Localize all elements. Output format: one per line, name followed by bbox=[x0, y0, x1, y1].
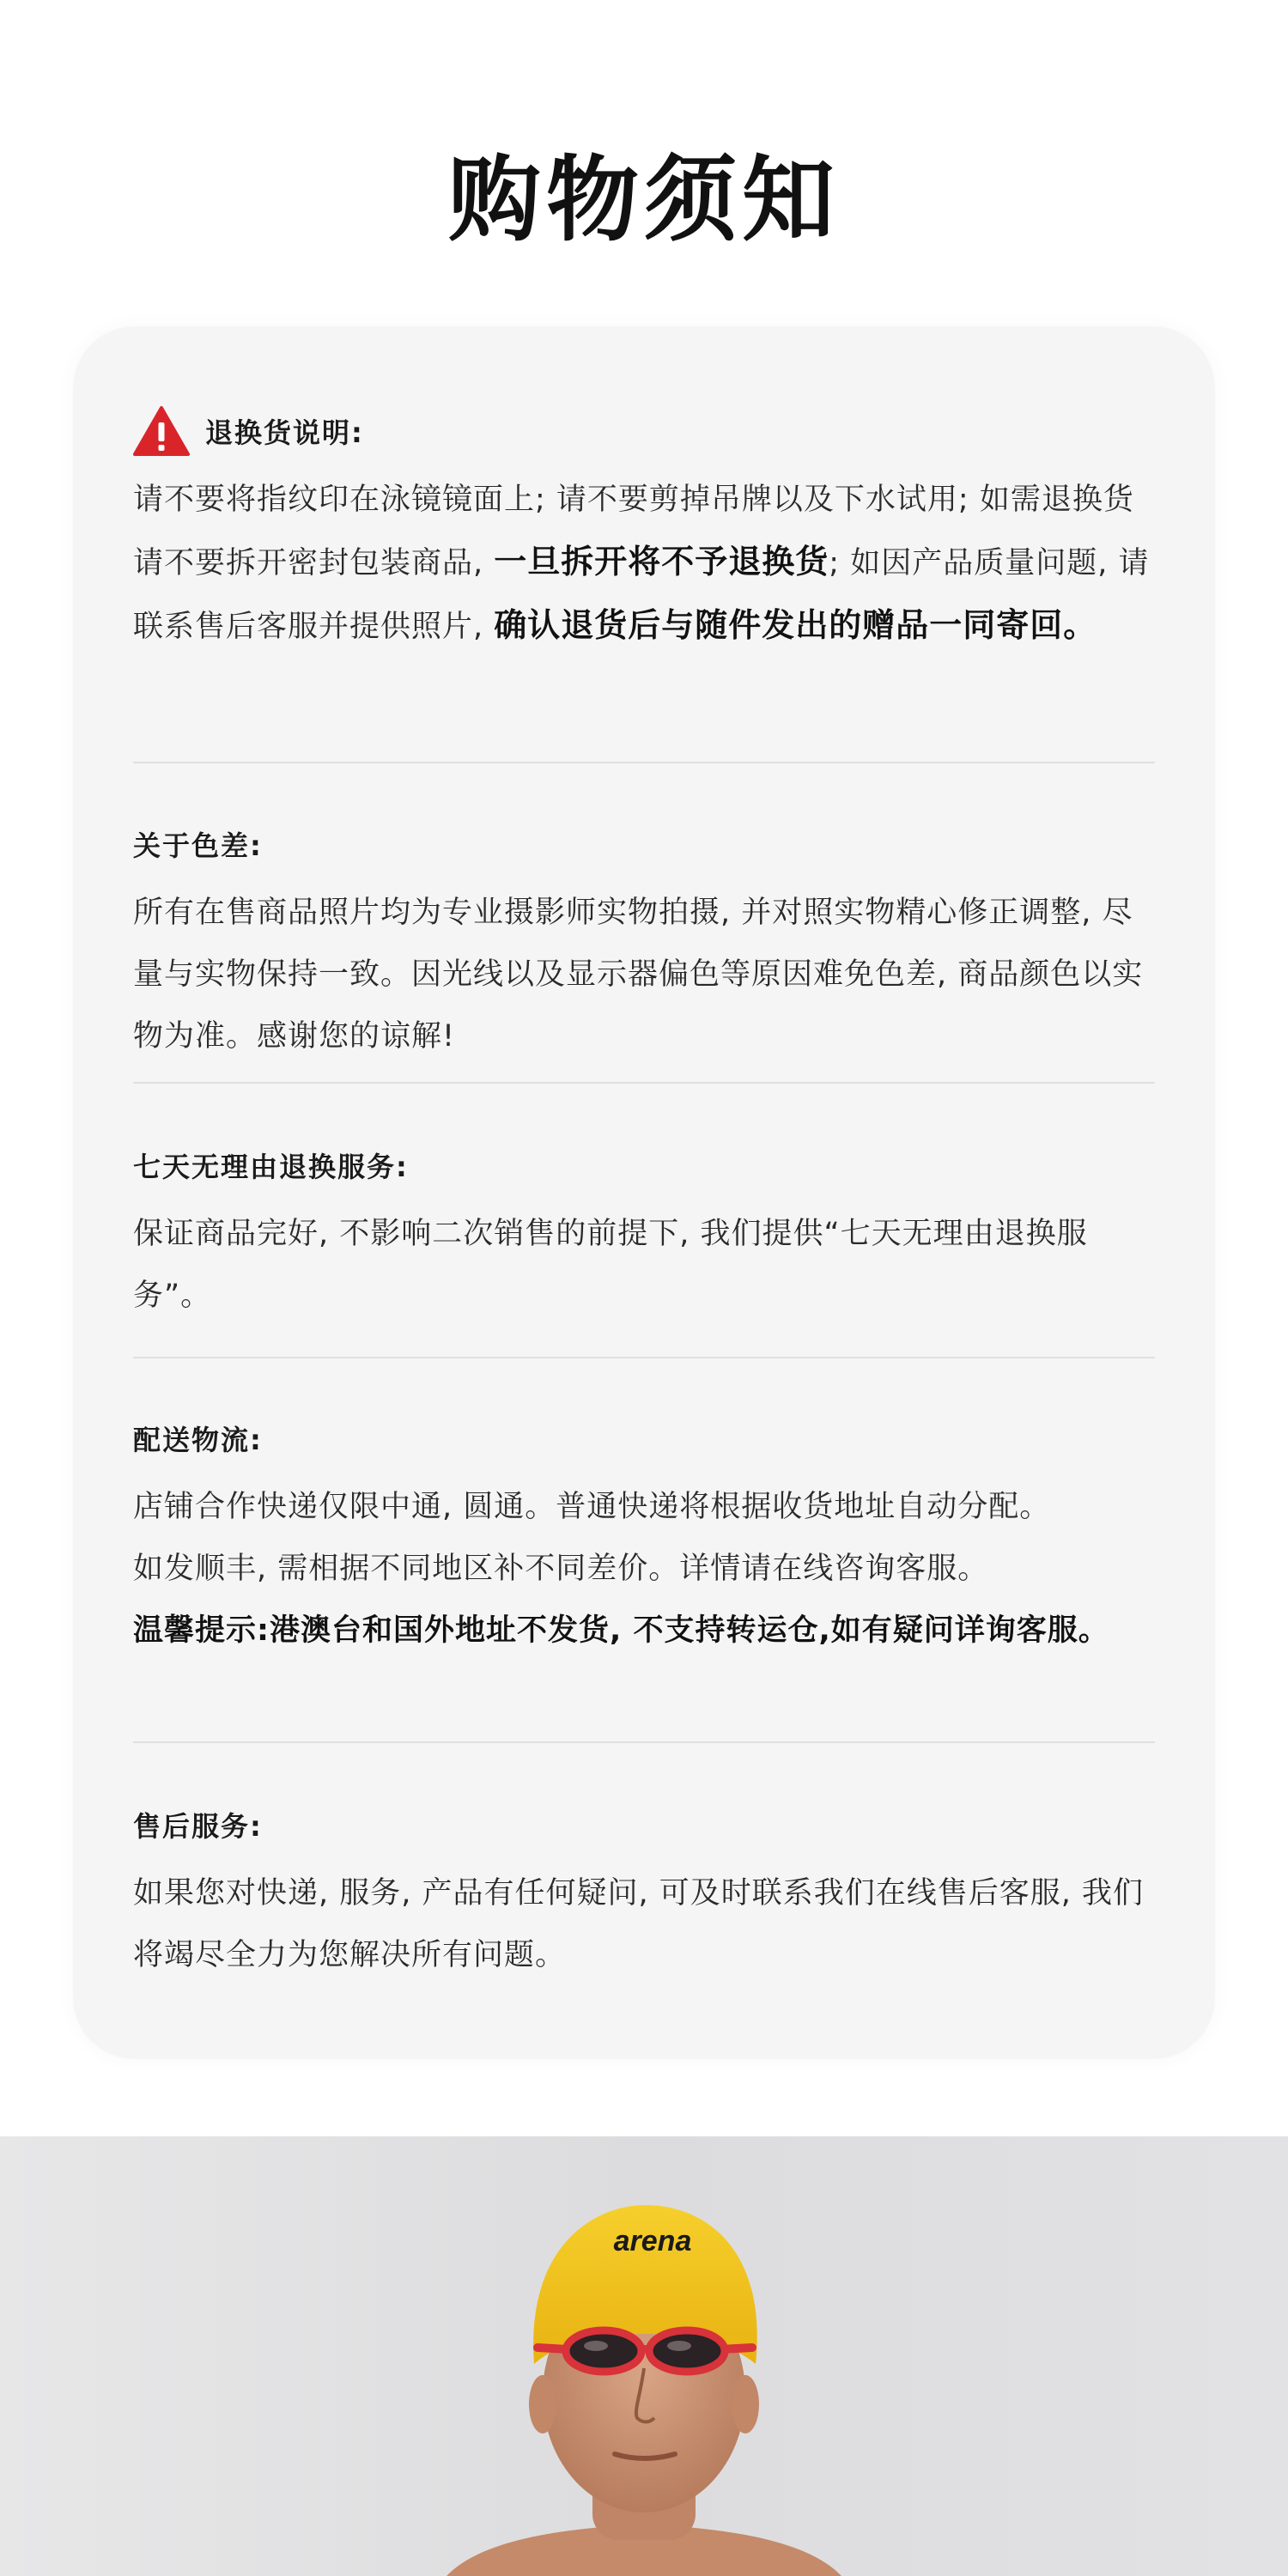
after-sales-section bbox=[133, 1799, 1155, 1986]
seven-days-heading: 七天无理由退换服务: bbox=[133, 1151, 409, 1183]
returns-text: 请不要将指纹印在泳镜镜面上; 请不要剪掉吊牌以及下水试用; 如需退换货请不要拆开密封包装商品, 一旦拆开将不予退换货; 如因产品质量问题, 请联系售后客服并提供照片, 确认退货后与随件发出的赠品一同寄回。 bbox=[133, 483, 1150, 644]
shipping-text-1: 店铺合作快递仅限中通, 圆通。普通快递将根据收货地址自动分配。 bbox=[133, 1490, 1051, 1524]
swimmer-illustration bbox=[0, 2136, 1288, 2576]
page-title: 购物须知 bbox=[447, 147, 840, 254]
after-sales-heading: 售后服务: bbox=[133, 1810, 263, 1843]
divider bbox=[133, 762, 1155, 763]
returns-bold-b: 确认退货后与随件发出的赠品一同寄回。 bbox=[494, 606, 1097, 644]
shipping-text-2: 如发顺丰, 需相据不同地区补不同差价。详情请在线咨询客服。 bbox=[133, 1552, 989, 1586]
seven-days-section bbox=[133, 1139, 1155, 1327]
product-photo bbox=[0, 2136, 1288, 2576]
shipping-heading: 配送物流: bbox=[133, 1424, 263, 1456]
color-heading: 关于色差: bbox=[133, 829, 263, 862]
returns-heading: 退换货说明: bbox=[205, 416, 364, 449]
after-sales-text: 如果您对快递, 服务, 产品有任何疑问, 可及时联系我们在线售后客服, 我们将竭尽全力为您解决所有问题。 bbox=[133, 1876, 1145, 1972]
divider bbox=[133, 1741, 1155, 1743]
color-section bbox=[133, 818, 1155, 1067]
shipping-section bbox=[133, 1413, 1155, 1662]
returns-bold-a: 一旦拆开将不予退换货 bbox=[494, 543, 829, 580]
divider bbox=[133, 1082, 1155, 1084]
returns-section bbox=[133, 405, 1155, 658]
cap-logo: arena bbox=[613, 2225, 692, 2257]
notice-card bbox=[73, 326, 1215, 2059]
shipping-warning: 温馨提示:港澳台和国外地址不发货, 不支持转运仓,如有疑问详询客服。 bbox=[133, 1613, 1109, 1648]
warning-icon bbox=[133, 405, 190, 457]
divider bbox=[133, 1357, 1155, 1358]
color-text: 所有在售商品照片均为专业摄影师实物拍摄, 并对照实物精心修正调整, 尽量与实物保持一致。因光线以及显示器偏色等原因难免色差, 商品颜色以实物为准。感谢您的谅解! bbox=[133, 896, 1144, 1054]
seven-days-text: 保证商品完好, 不影响二次销售的前提下, 我们提供“七天无理由退换服务”。 bbox=[133, 1217, 1088, 1313]
